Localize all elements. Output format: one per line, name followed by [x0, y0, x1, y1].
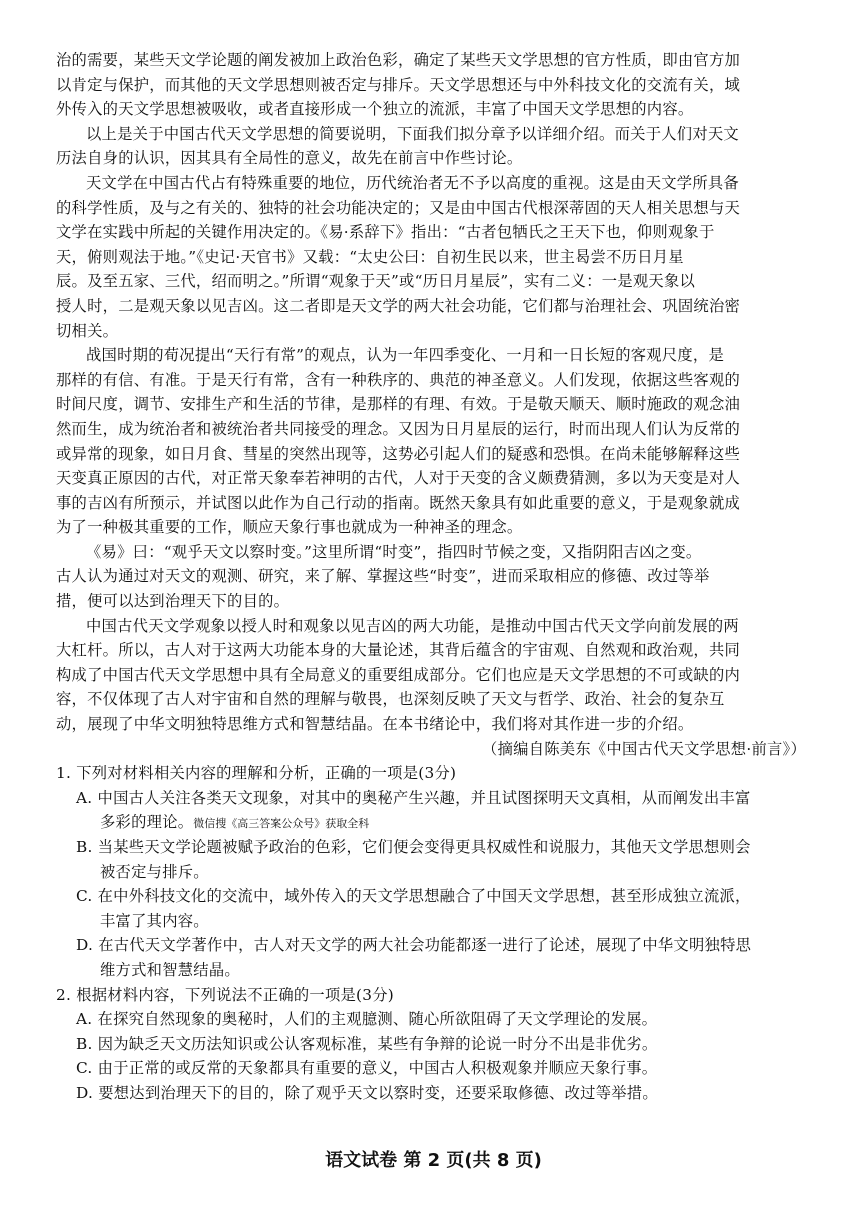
text-line: 大杠杆。所以，古人对于这两大功能本身的大量论述，其背后蕴含的宇宙观、自然观和政治观，共同 — [56, 641, 741, 660]
text-line: 授人时，二是观天象以见吉凶。这二者即是天文学的两大社会功能，它们都与治理社会、巩固统治密 — [56, 296, 741, 315]
text-line: 《易》曰：“观乎天文以察时变。”这里所谓“时变”，指四时节候之变，又指阴阳吉凶之变。 — [86, 542, 702, 561]
text-line: 文学在实践中所起的关键作用决定的。《易·系辞下》指出：“古者包牺氏之王天下也，仰则观象于 — [56, 223, 715, 242]
passage-paragraph — [56, 343, 812, 540]
question-stem: 1. 下列对材料相关内容的理解和分析，正确的一项是(3分) — [56, 764, 457, 783]
passage-paragraph — [56, 614, 812, 737]
text-line: 历法自身的认识，因其具有全局性的意义，故先在前言中作些讨论。 — [56, 149, 523, 168]
text-line: 容，不仅体现了古人对宇宙和自然的理解与敬畏，也深刻反映了天文与哲学、政治、社会的复杂互 — [56, 690, 725, 709]
option-b: B. 因为缺乏天文历法知识或公认客观标准，某些有争辩的论说一时分不出是非优劣。 — [76, 1034, 658, 1053]
text-line: 辰。及至五家、三代，绍而明之。”所谓“观象于天”或“历日月星辰”，实有二义：一是观天象以 — [56, 272, 696, 291]
passage-paragraph — [56, 540, 812, 614]
passage-paragraph — [56, 48, 812, 122]
text-line: 事的吉凶有所预示，并试图以此作为自己行动的指南。既然天象具有如此重要的意义，于是观象就成 — [56, 493, 741, 512]
text-line: 中国古代天文学观象以授人时和观象以见吉凶的两大功能，是推动中国古代天文学向前发展的两 — [86, 616, 739, 635]
option-text: 被否定与排斥。 — [100, 862, 209, 881]
option-text: B. 当某些天文学论题被赋予政治的色彩，它们便会变得更具权威性和说服力，其他天文学思想则会 — [76, 838, 751, 856]
option-a — [56, 786, 812, 835]
exam-page — [56, 48, 812, 1106]
text-line: 措，便可以达到治理天下的目的。 — [56, 592, 290, 611]
text-line: 古人认为通过对天文的观测、研究，来了解、掌握这些“时变”，进而采取相应的修德、改过等举 — [56, 567, 710, 586]
option-text: C. 在中外科技文化的交流中，域外传入的天文学思想融合了中国天文学思想，甚至形成独立流派， — [76, 887, 751, 906]
text-line: 天文学在中国古代占有特殊重要的地位，历代统治者无不予以高度的重视。这是由天文学所具备 — [86, 173, 739, 192]
text-line: 那样的有信、有准。于是天行有常，含有一种秩序的、典范的神圣意义。人们发现，依据这些客观的 — [56, 370, 741, 389]
source-citation: （摘编自陈美东《中国古代天文学思想·前言》） — [482, 739, 806, 758]
text-line: 构成了中国古代天文学思想中具有全局意义的重要组成部分。它们也应是天文学思想的不可或缺的内 — [56, 665, 741, 684]
text-line: 切相关。 — [56, 321, 119, 340]
option-c — [56, 884, 812, 933]
text-line: 为了一种极其重要的工作，顺应天象行事也就成为一种神圣的理念。 — [56, 518, 523, 537]
question-1 — [56, 761, 812, 982]
option-text: D. 在古代天文学著作中，古人对天文学的两大社会功能都逐一进行了论述，展现了中华文明独特思 — [76, 936, 752, 955]
option-text: A. 中国古人关注各类天文现象，对其中的奥秘产生兴趣，并且试图探明天文真相，从而阐发出丰富 — [76, 788, 751, 807]
text-line: 或异常的现象，如日月食、彗星的突然出现等，这势必引起人们的疑惑和恐惧。在尚未能够解释这些 — [56, 444, 741, 463]
text-line: 治的需要，某些天文学论题的阐发被加上政治色彩，确定了某些天文学思想的官方性质，即由官方加 — [56, 51, 741, 69]
option-a: A. 在探究自然现象的奥秘时，人们的主观臆测、随心所欲阻碍了天文学理论的发展。 — [76, 1010, 658, 1029]
passage-paragraph — [56, 122, 812, 171]
option-c: C. 由于正常的或反常的天象都具有重要的意义，中国古人积极观象并顺应天象行事。 — [76, 1059, 658, 1078]
question-stem: 2. 根据材料内容，下列说法不正确的一项是(3分) — [56, 985, 395, 1004]
text-line: 外传入的天文学思想被吸收，或者直接形成一个独立的流派，丰富了中国天文学思想的内容。 — [56, 100, 694, 119]
passage-paragraph — [56, 171, 812, 343]
text-line: 然而生，成为统治者和被统治者共同接受的理念。又因为日月星辰的运行，时而出现人们认为反常的 — [56, 419, 741, 438]
option-text: 维方式和智慧结晶。 — [100, 960, 240, 979]
text-line: 天，俯则观法于地。”《史记·天官书》又载：“太史公曰：自初生民以来，世主曷尝不历日月星 — [56, 247, 684, 266]
option-b — [56, 835, 812, 884]
text-line: 战国时期的荀况提出“天行有常”的观点，认为一年四季变化、一月和一日长短的客观尺度，是 — [86, 346, 725, 365]
option-d: D. 要想达到治理天下的目的，除了观乎天文以察时变，还要采取修德、改过等举措。 — [76, 1083, 658, 1102]
text-line: 天变真正原因的古代，对正常天象奉若神明的古代，人对于天变的含义颇费猜测，多以为天变是对人 — [56, 469, 741, 488]
text-line: 动，展现了中华文明独特思维方式和智慧结晶。在本书绪论中，我们将对其作进一步的介绍。 — [56, 715, 694, 734]
text-line: 的科学性质，及与之有关的、独特的社会功能决定的；又是由中国古代根深蒂固的天人相关思想与天 — [56, 198, 741, 217]
text-line: 时间尺度，调节、安排生产和生活的节律，是那样的有理、有效。于是敬天顺天、顺时施政的观念油 — [56, 395, 741, 414]
watermark-note: 微信搜《高三答案公众号》获取全科 — [193, 817, 370, 831]
page-footer: 语文试卷 第 2 页(共 8 页) — [325, 1150, 542, 1171]
option-text: 多彩的理论。 — [100, 813, 194, 832]
text-line: 以上是关于中国古代天文学思想的简要说明，下面我们拟分章予以详细介绍。而关于人们对天文 — [86, 124, 739, 143]
text-line: 以肯定与保护，而其他的天文学思想则被否定与排斥。天文学思想还与中外科技文化的交流有关，域 — [56, 75, 741, 94]
option-text-continued — [56, 810, 812, 835]
option-d — [56, 933, 812, 982]
question-2 — [56, 983, 812, 1106]
option-text: 丰富了其内容。 — [100, 911, 209, 930]
